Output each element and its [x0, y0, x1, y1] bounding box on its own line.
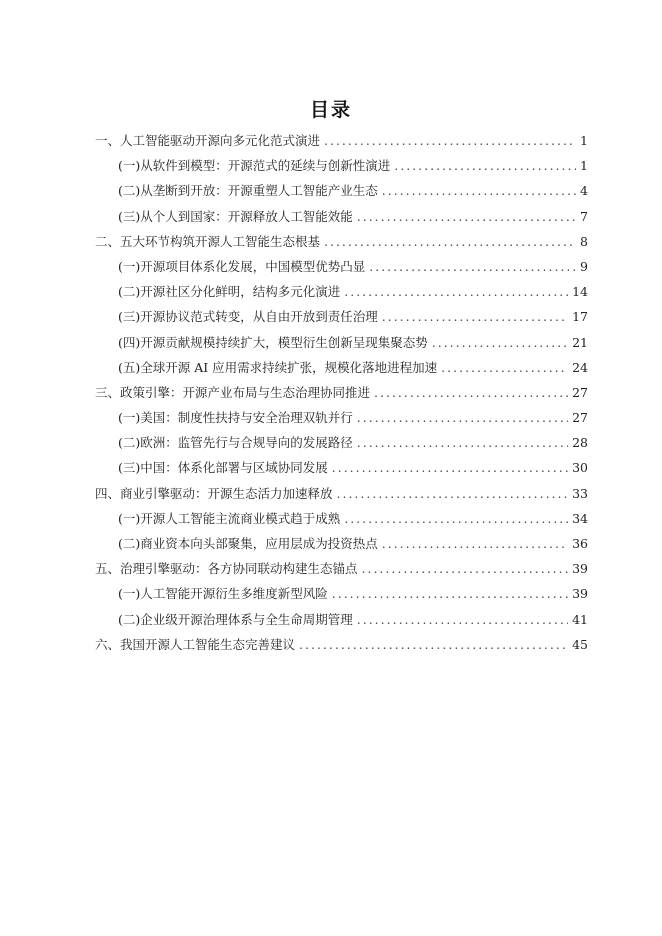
toc-page-number: 30	[572, 460, 588, 476]
toc-subsection-entry[interactable]	[95, 355, 588, 380]
toc-subsection-entry[interactable]	[95, 279, 588, 304]
toc-entry-title: 一、人工智能驱动开源向多元化范式演进	[95, 133, 321, 148]
dot-leader	[324, 229, 576, 254]
dot-leader	[382, 531, 568, 556]
toc-page-number: 21	[572, 334, 588, 350]
toc-entry-title: (二)开源社区分化鲜明，结构多元化演进	[118, 284, 341, 300]
dot-leader	[324, 128, 576, 153]
dot-leader	[357, 607, 568, 632]
toc-entry-title: 五、治理引擎驱动：各方协同联动构建生态锚点	[95, 561, 358, 577]
toc-entry-title: (一)开源项目体系化发展，中国模型优势凸显	[118, 258, 366, 274]
toc-page-number: 36	[572, 536, 588, 551]
dot-leader	[332, 581, 568, 606]
dot-leader	[357, 204, 576, 229]
toc-subsection-entry[interactable]	[95, 430, 588, 455]
toc-entry-title: (一)从软件到模型：开源范式的延续与创新性演进	[118, 158, 391, 174]
toc-section-entry[interactable]	[95, 632, 588, 657]
toc-page-number: 34	[572, 510, 588, 526]
toc-entry-title: (四)开源贡献规模持续扩大，模型衍生创新呈现集聚态势	[118, 334, 428, 350]
toc-page-number: 27	[572, 384, 588, 400]
toc-page-number: 8	[580, 233, 588, 249]
dot-leader	[344, 506, 568, 531]
toc-entry-title: (三)从个人到国家：开源释放人工智能效能	[118, 208, 353, 224]
dot-leader	[337, 481, 569, 506]
toc-section-entry[interactable]	[95, 556, 588, 581]
dot-leader	[332, 455, 568, 480]
dot-leader	[299, 632, 568, 657]
toc-entry-title: (一)开源人工智能主流商业模式趋于成熟	[118, 510, 341, 526]
dot-leader	[394, 153, 576, 178]
toc-page-number: 39	[572, 561, 588, 577]
toc-page-number: 9	[580, 258, 588, 274]
dot-leader	[362, 556, 569, 581]
dot-leader	[382, 178, 576, 203]
dot-leader	[382, 304, 568, 329]
dot-leader	[357, 430, 568, 455]
toc-entry-title: 三、政策引擎：开源产业布局与生态治理协同推进	[95, 384, 371, 400]
toc-entry-title: (一)美国：制度性扶持与安全治理双轨并行	[118, 410, 353, 426]
toc-entry-title: (二)商业资本向头部聚集，应用层成为投资热点	[118, 536, 378, 551]
toc-page-number: 27	[572, 410, 588, 426]
toc-entry-title: 六、我国开源人工智能生态完善建议	[95, 636, 296, 652]
toc-entry-title: (五)全球开源 AI 应用需求持续扩张，规模化落地进程加速	[118, 359, 438, 375]
toc-entry-title: (二)企业级开源治理体系与全生命周期管理	[118, 611, 353, 627]
toc-page-number: 45	[572, 636, 588, 652]
toc-subsection-entry[interactable]	[95, 607, 588, 632]
toc-entry-title: 四、商业引擎驱动：开源生态活力加速释放	[95, 485, 333, 501]
toc-page-number: 17	[572, 309, 588, 325]
dot-leader	[369, 254, 576, 279]
toc-entry-title: 二、五大环节构筑开源人工智能生态根基	[95, 233, 321, 249]
dot-leader	[344, 279, 568, 304]
toc-entry-title: (二)欧洲：监管先行与合规导向的发展路径	[118, 435, 353, 451]
table-of-contents	[95, 128, 588, 657]
dot-leader	[432, 330, 568, 355]
toc-page-number: 1	[580, 133, 588, 148]
toc-section-entry[interactable]	[95, 380, 588, 405]
toc-subsection-entry[interactable]	[95, 531, 588, 556]
toc-subsection-entry[interactable]	[95, 304, 588, 329]
toc-page-number: 24	[572, 359, 588, 375]
toc-page-number: 39	[572, 586, 588, 602]
toc-page-number: 33	[572, 485, 588, 501]
toc-page-number: 4	[580, 183, 588, 199]
toc-subsection-entry[interactable]	[95, 178, 588, 203]
toc-page-number: 7	[580, 208, 588, 224]
toc-entry-title: (二)从垄断到开放：开源重塑人工智能产业生态	[118, 183, 378, 199]
toc-subsection-entry[interactable]	[95, 581, 588, 606]
dot-leader	[357, 405, 568, 430]
toc-subsection-entry[interactable]	[95, 455, 588, 480]
toc-entry-title: (三)开源协议范式转变，从自由开放到责任治理	[118, 309, 378, 325]
toc-entry-title: (三)中国：体系化部署与区域协同发展	[118, 460, 328, 476]
toc-subsection-entry[interactable]	[95, 204, 588, 229]
toc-subsection-entry[interactable]	[95, 405, 588, 430]
toc-page-number: 1	[580, 158, 588, 174]
toc-subsection-entry[interactable]	[95, 506, 588, 531]
toc-page-number: 41	[572, 611, 588, 627]
toc-section-entry[interactable]	[95, 481, 588, 506]
dot-leader	[374, 380, 568, 405]
toc-section-entry[interactable]	[95, 128, 588, 153]
toc-page-number: 28	[572, 435, 588, 451]
toc-subsection-entry[interactable]	[95, 330, 588, 355]
toc-subsection-entry[interactable]	[95, 254, 588, 279]
toc-section-entry[interactable]	[95, 229, 588, 254]
toc-subsection-entry[interactable]	[95, 153, 588, 178]
dot-leader	[441, 355, 568, 380]
toc-entry-title: (一)人工智能开源衍生多维度新型风险	[118, 586, 328, 602]
toc-title: 目录	[309, 99, 352, 121]
toc-page-number: 14	[572, 284, 588, 300]
